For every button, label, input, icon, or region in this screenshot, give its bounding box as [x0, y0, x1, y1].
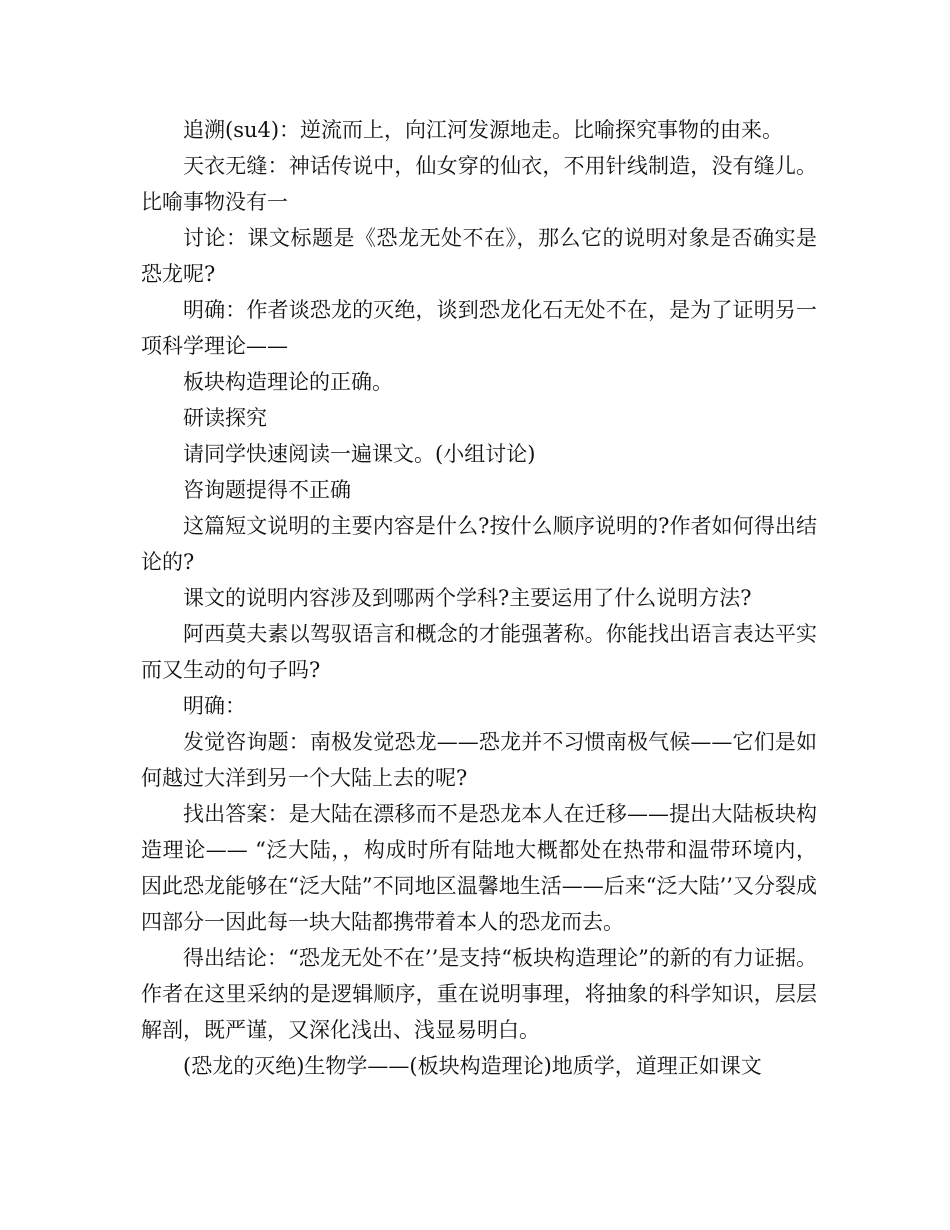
paragraph-discover-question: 发觉咨询题：南极发觉恐龙——恐龙并不习惯南极气候——它们是如何越过大洋到另一个大陆上去的呢?	[141, 730, 817, 790]
paragraph-clarification: 明确：作者谈恐龙的灭绝，谈到恐龙化石无处不在，是为了证明另一项科学理论——	[141, 298, 817, 358]
paragraph-question-3: 阿西莫夫素以驾驭语言和概念的才能强著称。你能找出语言表达平实而又生动的句子吗?	[141, 622, 817, 682]
document-body	[141, 112, 817, 1084]
paragraph-find-answer: 找出答案：是大陆在漂移而不是恐龙本人在迁移——提出大陆板块构造理论—— “泛大陆，，构成时所有陆地大概都处在热带和温带环境内，因此恐龙能够在“泛大陆”不同地区温馨地生活——后来“泛大陆’’又分裂成四部分一因此每一块大陆都携带着本人的恐龙而去。	[141, 802, 817, 934]
paragraph-plate-theory: 板块构造理论的正确。	[183, 370, 393, 394]
paragraph-conclusion: 得出结论：“恐龙无处不在’’是支持“板块构造理论”的新的有力证据。作者在这里采纳的是逻辑顺序，重在说明事理，将抽象的科学知识，层层解剖，既严谨，又深化浅出、浅显易明白。	[141, 946, 817, 1042]
paragraph-question-note: 咨询题提得不正确	[183, 478, 351, 502]
paragraph-trace-definition: 追溯(su4)：逆流而上，向江河发源地走。比喻探究事物的由来。	[183, 118, 784, 142]
paragraph-question-1: 这篇短文说明的主要内容是什么?按什么顺序说明的?作者如何得出结论的?	[141, 514, 817, 574]
paragraph-discussion: 讨论：课文标题是《恐龙无处不在》，那么它的说明对象是否确实是恐龙呢?	[141, 226, 817, 286]
section-heading-study: 研读探究	[183, 406, 267, 430]
paragraph-seamless-definition: 天衣无缝：神话传说中，仙女穿的仙衣，不用针线制造，没有缝儿。比喻事物没有一	[141, 154, 817, 214]
paragraph-disciplines: (恐龙的灭绝)生物学——(板块构造理论)地质学，道理正如课文	[183, 1054, 762, 1078]
paragraph-question-2: 课文的说明内容涉及到哪两个学科?主要运用了什么说明方法?	[183, 586, 752, 610]
paragraph-reading-task: 请同学快速阅读一遍课文。(小组讨论)	[183, 442, 536, 466]
paragraph-answer-label: 明确：	[183, 694, 246, 718]
